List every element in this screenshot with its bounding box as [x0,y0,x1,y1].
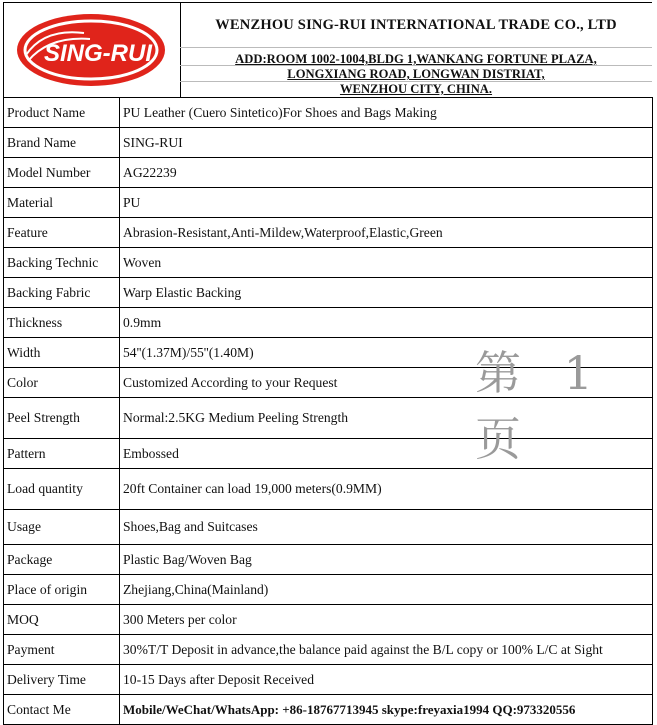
spec-label: Usage [4,510,120,545]
spec-label: Material [4,188,120,218]
company-address [180,52,652,97]
header [3,2,652,98]
spec-label: Payment [4,635,120,665]
spec-value: 10-15 Days after Deposit Received [120,665,653,695]
address-line: WENZHOU CITY, CHINA. [339,82,493,96]
address-line: LONGXIANG ROAD, LONGWAN DISTRIAT, [287,67,545,81]
spec-label: Contact Me [4,695,120,725]
spec-row-moq [4,605,653,635]
spec-value: Plastic Bag/Woven Bag [120,545,653,575]
spec-row-feature [4,218,653,248]
spec-row-delivery-time [4,665,653,695]
spec-value: Embossed [120,439,653,469]
spec-label: Load quantity [4,469,120,510]
page-watermark: 第 1 页 [475,346,607,466]
spec-value: 300 Meters per color [120,605,653,635]
spec-label: Thickness [4,308,120,338]
spec-row-material [4,188,653,218]
company-name: WENZHOU SING-RUI INTERNATIONAL TRADE CO., LTD [215,17,617,33]
spec-label: Place of origin [4,575,120,605]
logo-box [3,3,181,98]
spec-label: MOQ [4,605,120,635]
company-logo [4,3,180,98]
svg-text:SING-RUI: SING-RUI [44,40,152,67]
spec-label: Model Number [4,158,120,188]
spec-value: 0.9mm [120,308,653,338]
spec-row-thickness [4,308,653,338]
spec-label: Color [4,368,120,398]
spec-value: Shoes,Bag and Suitcases [120,510,653,545]
spec-value: Warp Elastic Backing [120,278,653,308]
spec-sheet [3,2,652,717]
spec-value: Normal:2.5KG Medium Peeling Strength [120,398,653,439]
spec-label: Package [4,545,120,575]
spec-value: Zhejiang,China(Mainland) [120,575,653,605]
divider [180,47,652,48]
spec-row-load-quantity [4,469,653,510]
spec-value: Abrasion-Resistant,Anti-Mildew,Waterproof,Elastic,Green [120,218,653,248]
spec-row-payment [4,635,653,665]
spec-value: PU Leather (Cuero Sintetico)For Shoes and Bags Making [120,98,653,128]
spec-row-contact-me [4,695,653,725]
spec-label: Delivery Time [4,665,120,695]
spec-value: AG22239 [120,158,653,188]
spec-row-place-of-origin [4,575,653,605]
spec-value: 54''(1.37M)/55''(1.40M) [120,338,653,368]
spec-row-product-name [4,98,653,128]
spec-label: Width [4,338,120,368]
spec-label: Backing Fabric [4,278,120,308]
spec-label: Peel Strength [4,398,120,439]
spec-value: 30%T/T Deposit in advance,the balance paid against the B/L copy or 100% L/C at Sight [120,635,653,665]
address-line: ADD:ROOM 1002-1004,BLDG 1,WANKANG FORTUNE PLAZA, [235,52,597,66]
spec-value: Woven [120,248,653,278]
spec-value: SING-RUI [120,128,653,158]
spec-value: Mobile/WeChat/WhatsApp: +86-18767713945 skype:freyaxia1994 QQ:973320556 [120,695,653,725]
spec-value: 20ft Container can load 19,000 meters(0.9MM) [120,469,653,510]
spec-label: Backing Technic [4,248,120,278]
spec-label: Pattern [4,439,120,469]
spec-value: Customized According to your Request [120,368,653,398]
spec-row-package [4,545,653,575]
spec-row-backing-fabric [4,278,653,308]
spec-row-brand-name [4,128,653,158]
spec-value: PU [120,188,653,218]
spec-label: Product Name [4,98,120,128]
spec-row-model-number [4,158,653,188]
spec-label: Feature [4,218,120,248]
spec-row-backing-technic [4,248,653,278]
spec-row-usage [4,510,653,545]
spec-label: Brand Name [4,128,120,158]
